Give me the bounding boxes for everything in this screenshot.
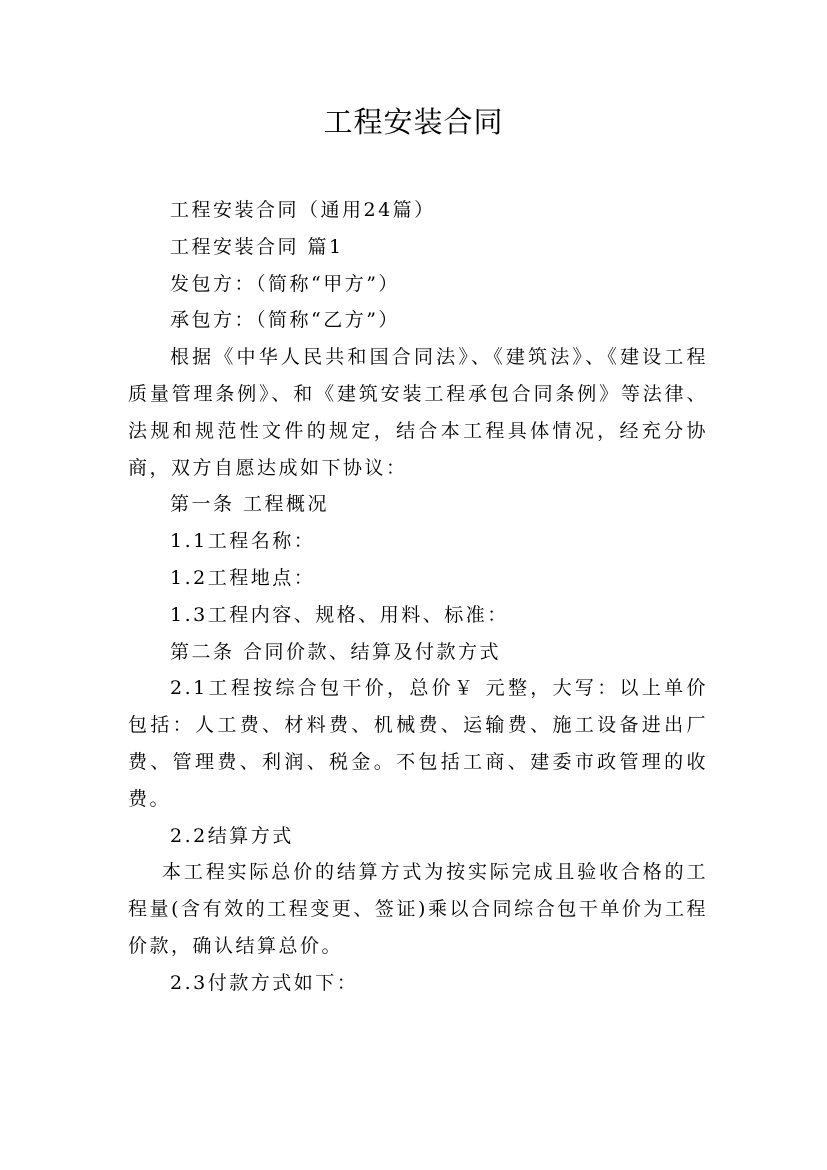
paragraph-article-2-heading: 第二条 合同价款、结算及付款方式	[170, 640, 502, 663]
paragraph-article-1-heading: 第一条 工程概况	[170, 493, 330, 516]
paragraph-settlement-clause: 本工程实际总价的结算方式为按实际完成且验收合格的工程量(含有效的工程变更、签证)乘以合同综合包干单价为工程价款，确认结算总价。	[128, 861, 708, 957]
document-body	[128, 192, 708, 1002]
paragraph-project-location: 1.2工程地点：	[170, 566, 316, 589]
paragraph-party-a: 发包方：（简称“甲方”）	[170, 272, 400, 295]
paragraph-price-clause: 2.1工程按综合包干价，总价￥ 元整，大写：以上单价包括：人工费、材料费、机械费、运输费、施工设备进出厂费、管理费、利润、税金。不包括工商、建委市政管理的收费。	[128, 677, 708, 810]
paragraph-payment-heading: 2.3付款方式如下：	[170, 971, 359, 994]
paragraph-preamble: 根据《中华人民共和国合同法》、《建筑法》、《建设工程质量管理条例》、和《建筑安装工程承包合同条例》等法律、法规和规范性文件的规定，结合本工程具体情况，经充分协商，双方自愿达成如下协议：	[128, 346, 708, 479]
paragraph-settlement-heading: 2.2结算方式	[170, 824, 294, 847]
paragraph-project-name: 1.1工程名称：	[170, 530, 316, 553]
paragraph-section-heading: 工程安装合同 篇1	[170, 235, 344, 258]
paragraph-party-b: 承包方：（简称“乙方”）	[170, 309, 400, 332]
document-title: 工程安装合同	[323, 105, 504, 139]
paragraph-subtitle: 工程安装合同（通用24篇）	[170, 199, 436, 221]
paragraph-project-content: 1.3工程内容、规格、用料、标准：	[170, 603, 509, 626]
